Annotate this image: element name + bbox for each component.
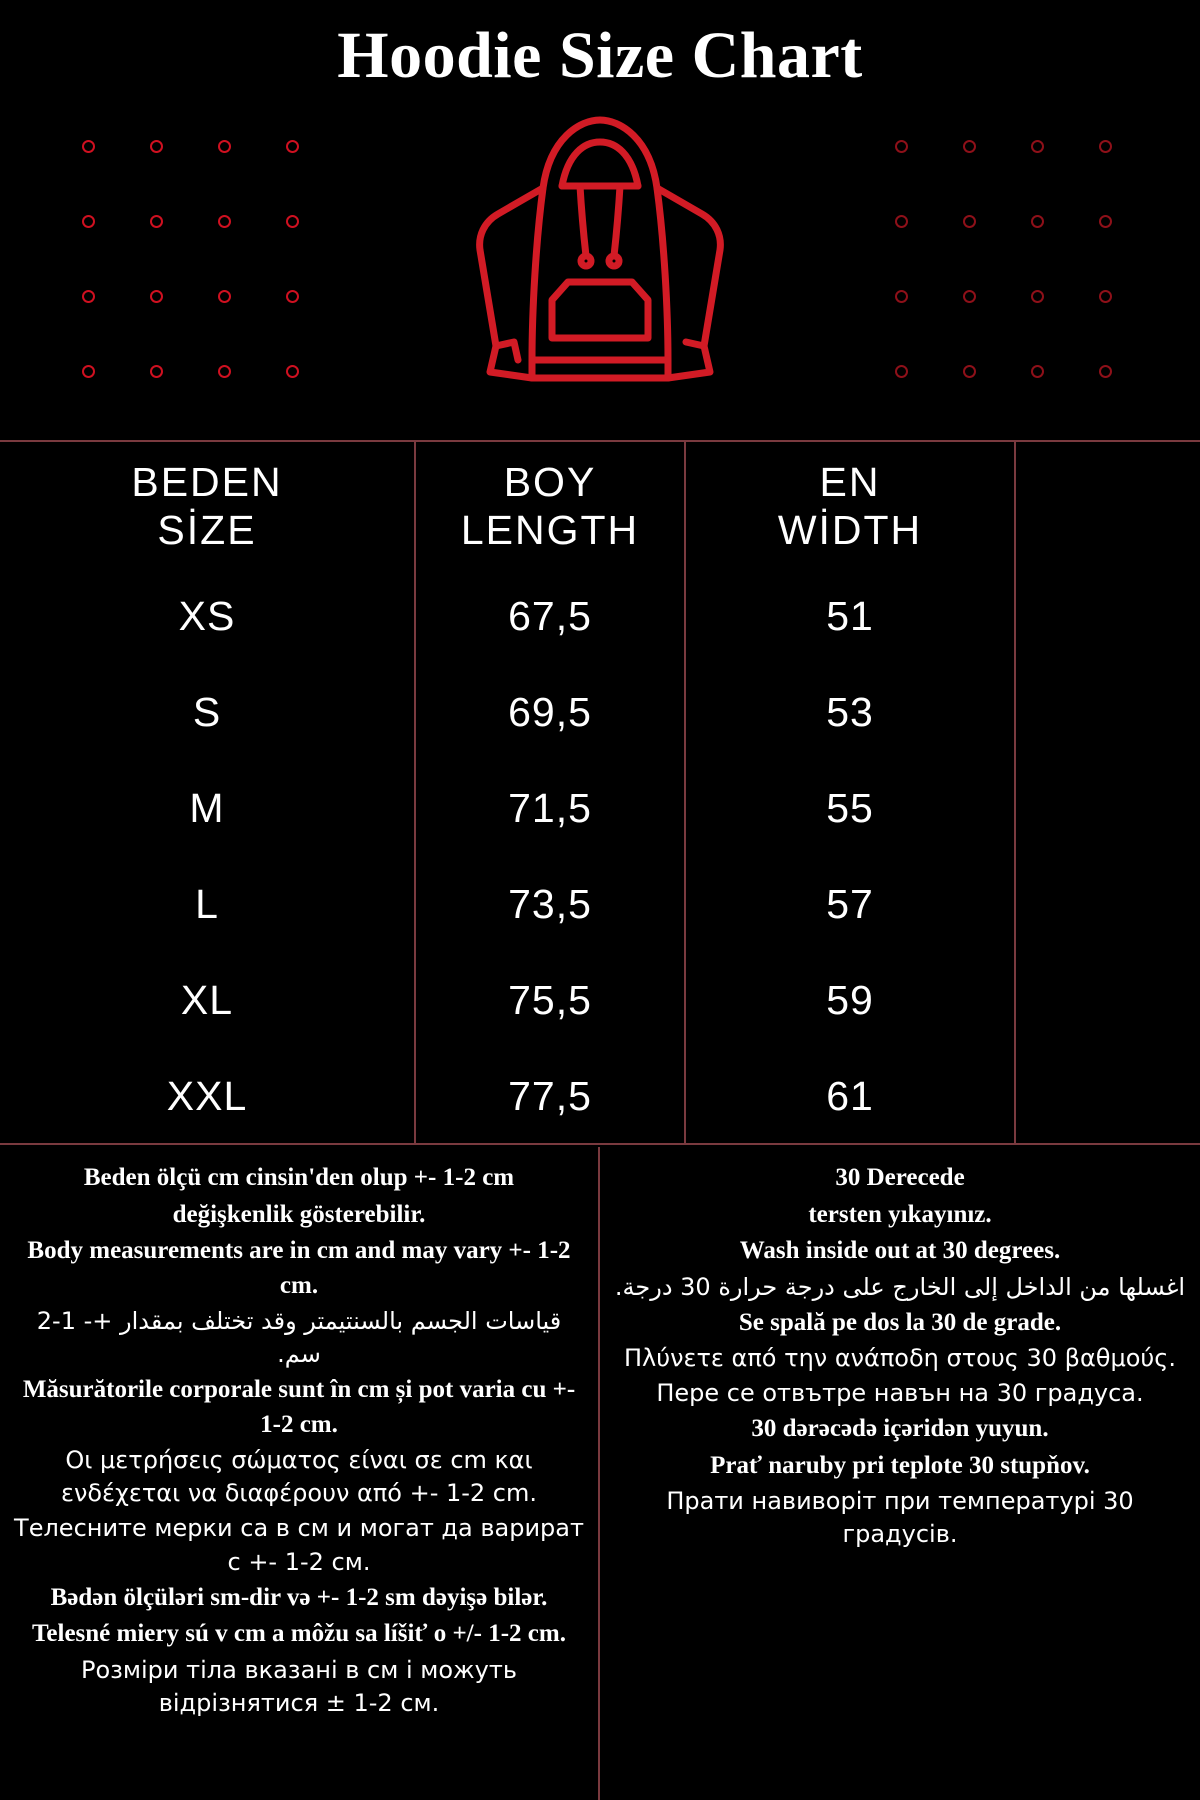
note-line: Wash inside out at 30 degrees. (739, 1237, 1061, 1264)
dot (218, 290, 231, 303)
cell-size: S (0, 665, 415, 761)
dot (286, 215, 299, 228)
cell-length: 73,5 (415, 857, 685, 953)
table-row (0, 953, 1200, 1049)
cell-size: XL (0, 953, 415, 1049)
note-line-greek: Οι μετρήσεις σώματος είναι σε cm και ενδέχεται να διαφέρουν από +- 1-2 cm. (60, 1446, 538, 1508)
cell-width: 55 (685, 761, 1015, 857)
column-header-size-line2: SİZE (157, 507, 257, 554)
note-line: 30 Derecede (835, 1164, 965, 1191)
cell-size: XS (0, 569, 415, 665)
note-line-arabic: قياسات الجسم بالسنتيمتر وقد تختلف بمقدار +- 1-2 سم. (36, 1307, 562, 1369)
dot (895, 215, 908, 228)
dot (150, 290, 163, 303)
dot (1031, 290, 1044, 303)
table-body (0, 569, 1200, 1145)
dot (286, 290, 299, 303)
dot (963, 365, 976, 378)
dot (1099, 140, 1112, 153)
cell-length: 77,5 (415, 1049, 685, 1145)
note-line: Se spală pe dos la 30 de grade. (738, 1308, 1062, 1336)
cell-spacer (1015, 569, 1200, 665)
dot-grid-right (895, 140, 1167, 440)
dot (150, 215, 163, 228)
cell-size: M (0, 761, 415, 857)
cell-spacer (1015, 665, 1200, 761)
note-line: Bədən ölçüləri sm-dir və +- 1-2 sm dəyişə bilər. (50, 1583, 548, 1611)
column-header-length (415, 442, 685, 569)
cell-width: 61 (685, 1049, 1015, 1145)
hoodie-icon (440, 110, 760, 420)
dot (1031, 140, 1044, 153)
dot (150, 140, 163, 153)
dot (82, 365, 95, 378)
cell-size: L (0, 857, 415, 953)
cell-length: 67,5 (415, 569, 685, 665)
table-row (0, 857, 1200, 953)
cell-width: 51 (685, 569, 1015, 665)
note-line: tersten yıkayınız. (808, 1200, 992, 1228)
cell-length: 75,5 (415, 953, 685, 1049)
dot (963, 140, 976, 153)
note-line: Beden ölçü cm cinsin'den olup +- 1-2 cm (83, 1164, 515, 1191)
dot (963, 290, 976, 303)
dot-grid-left (82, 140, 354, 440)
table-row (0, 569, 1200, 665)
note-line-greek: Πλύνετε από την ανάποδη στους 30 βαθμούς. (623, 1344, 1177, 1373)
column-header-size-line1: BEDEN (131, 459, 283, 505)
cell-width: 59 (685, 953, 1015, 1049)
dot (963, 215, 976, 228)
dot (895, 140, 908, 153)
cell-width: 53 (685, 665, 1015, 761)
dot (82, 290, 95, 303)
cell-size: XXL (0, 1049, 415, 1145)
table-header-row (0, 442, 1200, 569)
cell-length: 71,5 (415, 761, 685, 857)
dot (1031, 215, 1044, 228)
measurements-note (0, 1147, 600, 1800)
header (0, 0, 1200, 440)
table-row (0, 761, 1200, 857)
dot (1031, 365, 1044, 378)
column-header-spacer (1015, 442, 1200, 569)
table-header (0, 442, 1200, 569)
note-line-ukrainian: Прати навиворіт при температурі 30 градусів. (666, 1487, 1134, 1549)
cell-length: 69,5 (415, 665, 685, 761)
cell-spacer (1015, 857, 1200, 953)
dot (82, 140, 95, 153)
dot (895, 290, 908, 303)
table-row (0, 665, 1200, 761)
note-line-ukrainian: Розміри тіла вказані в см і можуть відрізнятися ± 1-2 см. (80, 1655, 518, 1717)
dot (218, 140, 231, 153)
size-chart-table-container (0, 440, 1200, 1145)
cell-width: 57 (685, 857, 1015, 953)
dot (286, 365, 299, 378)
table-row (0, 1049, 1200, 1145)
cell-spacer (1015, 953, 1200, 1049)
column-header-width (685, 442, 1015, 569)
note-line: 30 dərəcədə içəridən yuyun. (751, 1415, 1049, 1443)
note-line: Prať naruby pri teplote 30 stupňov. (710, 1451, 1090, 1479)
note-line-bulgarian: Телесните мерки са в см и могат да варират с +- 1-2 см. (14, 1514, 584, 1576)
dot (1099, 365, 1112, 378)
cell-spacer (1015, 1049, 1200, 1145)
note-line: Telesné miery sú v cm a môžu sa líšiť o +/- 1-2 cm. (32, 1620, 566, 1648)
cell-spacer (1015, 761, 1200, 857)
size-chart-table (0, 442, 1200, 1145)
note-line: Măsurătorile corporale sunt în cm și pot varia cu +- 1-2 cm. (22, 1376, 576, 1438)
dot (1099, 215, 1112, 228)
note-line-arabic: اغسلها من الداخل إلى الخارج على درجة حرارة 30 درجة. (614, 1272, 1186, 1301)
dot (1099, 290, 1112, 303)
dot (286, 140, 299, 153)
dot (82, 215, 95, 228)
notes-section (0, 1147, 1200, 1800)
dot (895, 365, 908, 378)
note-line-bulgarian: Пере се отвътре навън на 30 градуса. (656, 1379, 1144, 1408)
dot (218, 215, 231, 228)
page-title: Hoodie Size Chart (337, 19, 863, 92)
dot (218, 365, 231, 378)
column-header-width-line1: EN (819, 459, 881, 505)
column-header-size (0, 442, 415, 569)
washing-note (600, 1147, 1200, 1800)
column-header-length-line2: LENGTH (460, 507, 640, 554)
note-line: değişkenlik gösterebilir. (172, 1200, 426, 1228)
dot (150, 365, 163, 378)
column-header-width-line2: WİDTH (777, 507, 923, 554)
note-line: Body measurements are in cm and may vary +- 1-2 cm. (27, 1237, 571, 1299)
column-header-length-line1: BOY (503, 459, 597, 505)
